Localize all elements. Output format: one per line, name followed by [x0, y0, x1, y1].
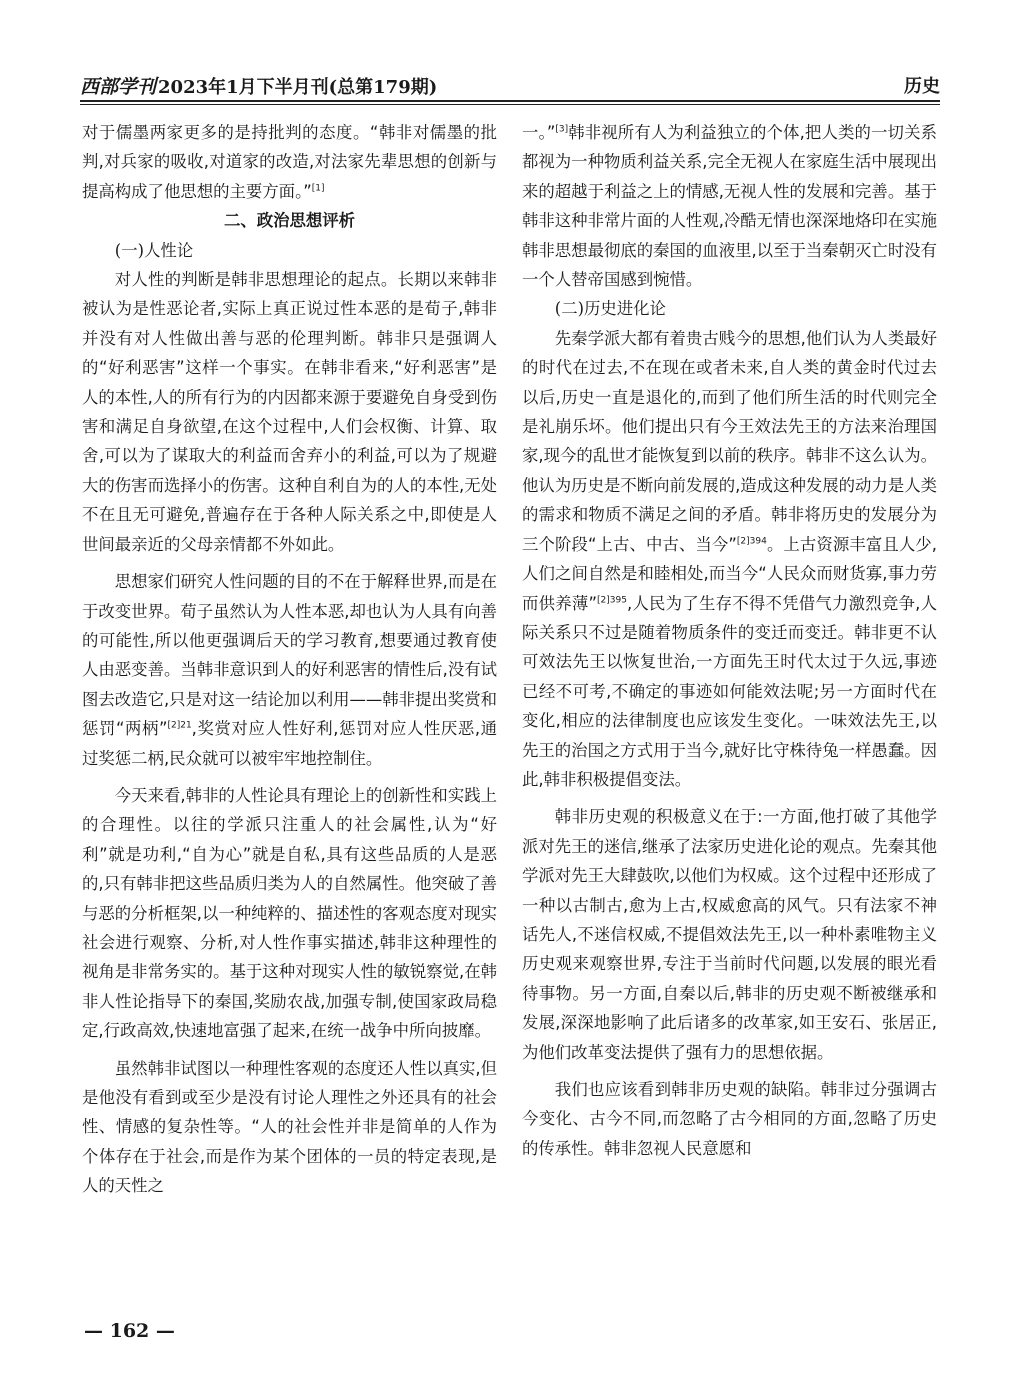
paragraph: 今天来看,韩非的人性论具有理论上的创新性和实践上的合理性。以往的学派只注重人的社会属性,认为“好利”就是功利,“自为心”就是自私,具有这些品质的人是恶的,只有韩非把这些品质归类为人的自然属性。他突破了善与恶的分析框架,以一种纯粹的、描述性的客观态度对现实社会进行观察、分析,对人性作事实描述,韩非这种理性的视角是非常务实的。基于这种对现实人性的敏锐察觉,在韩非人性论指导下的秦国,奖励农战,加强专制,使国家政局稳定,行政高效,快速地富强了起来,在统一战争中所向披靡。	[82, 785, 497, 1041]
paragraph: 虽然韩非试图以一种理性客观的态度还人性以真实,但是他没有看到或至少是没有讨论人理性之外还具有的社会性、情感的复杂性等。“人的社会性并非是简单的人作为个体存在于社会,而是作为某个团体的一员的特定表现,是人的天性之	[82, 1058, 497, 1196]
journal-logo: 西部学刊	[80, 76, 157, 98]
paragraph: 我们也应该看到韩非历史观的缺陷。韩非过分强调古今变化、古今不同,而忽略了古今相同的方面,忽略了历史的传承性。韩非忽视人民意愿和	[522, 1080, 937, 1158]
subsection-heading: (二)历史进化论	[554, 299, 666, 319]
subsection-heading: (一)人性论	[114, 240, 194, 260]
citation: [2]395	[597, 595, 627, 606]
paragraph	[82, 118, 497, 206]
paragraph-text: 先秦学派大都有着贵古贱今的思想,他们认为人类最好的时代在过去,不在现在或者未来,自人类的黄金时代过去以后,历史一直是退化的,而到了他们所生活的时代则完全是礼崩乐坏。他们提出只有今王效法先王的方法来治理国家,现今的乱世才能恢复到以前的秩序。韩非不这么认为。他认为历史是不断向前发展的,造成这种发展的动力是人类的需求和物质不满足之间的矛盾。韩非将历史的发展分为三个阶段“上古、中古、当今”	[522, 328, 937, 554]
paragraph-text: 一。”	[522, 123, 556, 142]
citation: [1]	[311, 183, 325, 194]
paragraph: 韩非历史观的积极意义在于:一方面,他打破了其他学派对先王的迷信,继承了法家历史进化论的观点。先秦其他学派对先王大肆鼓吹,以他们为权威。这个过程中还形成了一种以古制古,愈为上古,权威愈高的风气。只有法家不神话先人,不迷信权威,不提倡效法先王,以一种朴素唯物主义历史观来观察世界,专注于当前时代问题,以发展的眼光看待事物。另一方面,自秦以后,韩非的历史观不断被继承和发展,深深地影响了此后诸多的改革家,如王安石、张居正,为他们改革变法提供了强有力的思想依据。	[522, 807, 937, 1062]
header-rule	[80, 100, 940, 102]
paragraph	[522, 118, 937, 294]
running-header	[80, 70, 940, 100]
header-rule-thin	[80, 104, 940, 105]
right-column	[522, 118, 937, 1163]
section-label: 历史	[904, 76, 940, 97]
paragraph-text: 对于儒墨两家更多的是持批判的态度。“韩非对儒墨的批判,对兵家的吸收,对道家的改造,对法家先辈思想的创新与提高构成了他思想的主要方面。”	[82, 123, 497, 201]
left-column	[82, 118, 497, 1201]
paragraph-text: 思想家们研究人性问题的目的不在于解释世界,而是在于改变世界。荀子虽然认为人性本恶,却也认为人具有向善的可能性,所以他更强调后天的学习教育,想要通过教育使人由恶变善。当韩非意识到人的好利恶害的情性后,没有试图去改造它,只是对这一结论加以利用——韩非提出奖赏和惩罚“两柄”	[82, 572, 497, 739]
page-number: — 162 —	[84, 1320, 175, 1342]
paragraph-text: ,人民为了生存不得不凭借气力激烈竞争,人际关系只不过是随着物质条件的变迁而变迁。韩非更不认可效法先王以恢复世治,一方面先王时代太过于久远,事迹已经不可考,不确定的事迹如何能效法呢;另一方面时代在变化,相应的法律制度也应该发生变化。一味效法先王,以先王的治国之方式用于当今,就好比守株待兔一样愚蠢。因此,韩非积极提倡变法。	[522, 593, 938, 789]
section-heading: 二、政治思想评析	[223, 211, 356, 231]
paragraph-text: 。上古资源丰富且人少,人们之间自然是和睦相处,而当今“人民众而财货寡,事力劳而供养薄”	[522, 534, 937, 613]
journal-issue-text: 2023年1月下半月刊(总第179期)	[158, 77, 438, 98]
paragraph: 对人性的判断是韩非思想理论的起点。长期以来韩非被认为是性恶论者,实际上真正说过性本恶的是荀子,韩非并没有对人性做出善与恶的伦理判断。韩非只是强调人的“好利恶害”这样一个事实。在韩非看来,“好利恶害”是人的本性,人的所有行为的内因都来源于要避免自身受到伤害和满足自身欲望,在这个过程中,人们会权衡、计算、取舍,可以为了谋取大的利益而舍弃小的利益,可以为了规避大的伤害而选择小的伤害。这种自利自为的人的本性,无处不在且无可避免,普遍存在于各种人际关系之中,即使是人世间最亲近的父母亲情都不外如此。	[82, 270, 497, 554]
paragraph-text: ,奖赏对应人性好利,惩罚对应人性厌恶,通过奖惩二柄,民众就可以被牢牢地控制住。	[82, 719, 498, 768]
paragraph-text: 韩非视所有人为利益独立的个体,把人类的一切关系都视为一种物质利益关系,完全无视人在家庭生活中展现出来的超越于利益之上的情感,无视人性的发展和完善。基于韩非这种非常片面的人性观,冷酷无情也深深地烙印在实施韩非思想最彻底的秦国的血液里,以至于当秦朝灭亡时没有一个人替帝国感到惋惜。	[522, 123, 937, 290]
paragraph	[82, 567, 497, 773]
journal-issue	[80, 72, 437, 99]
citation: [2]394	[736, 536, 767, 547]
citation: [3]	[555, 124, 569, 135]
citation: [2]21	[167, 720, 192, 731]
paragraph	[522, 324, 937, 795]
